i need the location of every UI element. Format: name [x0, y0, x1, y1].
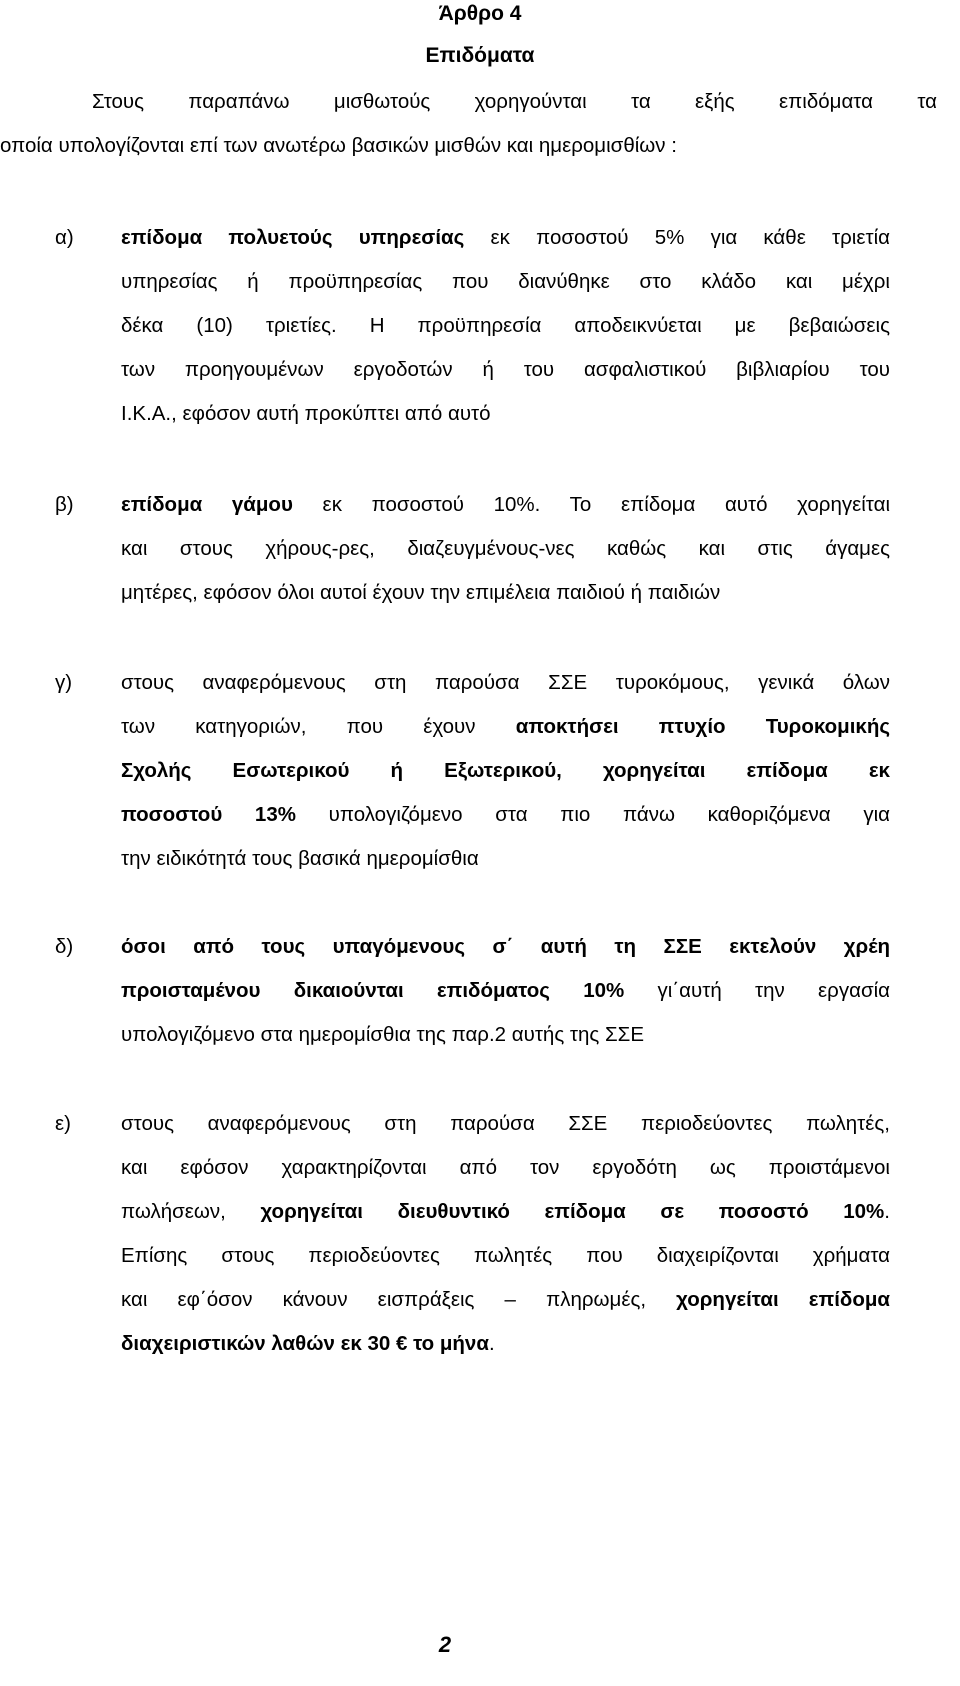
intro-line-2: οποία υπολογίζονται επί των ανωτέρω βασικών μισθών και ημερομισθίων : — [0, 134, 677, 157]
item-text: επίδομα πολυετούς υπηρεσίας εκ ποσοστού 5% για κάθε τριετία υπηρεσίας ή προϋπηρεσίας που διανύθηκε στο κλάδο και μέχρι δέκα (10) τριετίες. Η προϋπηρεσία αποδεικνύεται με βεβαιώσεις των προηγουμένων εργοδοτών ή του ασφαλιστικού βιβλιαρίου του Ι.Κ.Α., εφόσον αυτή προκύπτει από αυτό — [121, 226, 891, 425]
item-label: α) — [55, 226, 74, 249]
item-text: επίδομα γάμου εκ ποσοστού 10%. Το επίδομα αυτό χορηγείται και στους χήρους-ρες, διαζευγμένους-νες καθώς και στις άγαμες μητέρες, εφόσον όλοι αυτοί έχουν την επιμέλεια παιδιού ή παιδιών — [121, 493, 890, 604]
intro-line-1: Στους παραπάνω μισθωτούς χορηγούνται τα εξής επιδόματα τα — [92, 90, 937, 113]
intro-paragraph — [0, 80, 937, 168]
item-label: β) — [55, 493, 74, 516]
bold-term: επίδομα γάμου — [121, 493, 293, 516]
page-number: 2 — [438, 1632, 452, 1657]
item-text: στους αναφερόμενους στη παρούσα ΣΣΕ τυροκόμους, γενικά όλων των κατηγοριών, που έχουν αποκτήσει πτυχίο Τυροκομικής Σχολής Εσωτερικού ή Εξωτερικού, χορηγείται επίδομα εκ ποσοστού 13% υπολογιζόμενο στα πιο πάνω καθοριζόμενα για την ειδικότητά τους βασικά ημερομίσθια — [121, 671, 890, 870]
item-label: δ) — [55, 935, 74, 958]
article-title: Επιδόματα — [425, 44, 535, 67]
item-text: όσοι από τους υπαγόμενους σ΄ αυτή τη ΣΣΕ εκτελούν χρέη προισταμένου δικαιούνται επιδόματος 10% γι΄αυτή την εργασία υπολογιζόμενο στα ημερομίσθια της παρ.2 αυτής της ΣΣΕ — [121, 935, 890, 1046]
item-label: γ) — [55, 671, 73, 694]
item-text: στους αναφερόμενους στη παρούσα ΣΣΕ περιοδεύοντες πωλητές, και εφόσον χαρακτηρίζονται από τον εργοδότη ως προιστάμενοι πωλήσεων, χορηγείται διευθυντικό επίδομα σε ποσοστό 10%. Επίσης στους περιοδεύοντες πωλητές που διαχειρίζονται χρήματα και εφ΄όσον κάνουν εισπράξεις – πληρωμές, χορηγείται επίδομα διαχειριστικών λαθών εκ 30 € το μήνα. — [121, 1112, 890, 1355]
bold-term: επίδομα πολυετούς υπηρεσίας — [121, 226, 465, 249]
item-label: ε) — [55, 1112, 71, 1135]
article-heading: Άρθρο 4 — [438, 2, 522, 25]
